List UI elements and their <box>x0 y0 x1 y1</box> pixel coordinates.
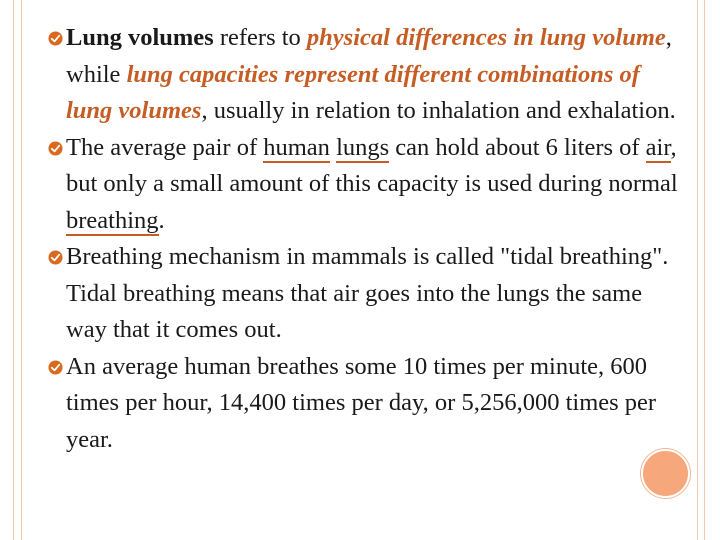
right-border-line-inner <box>697 0 698 540</box>
bullet-item-tidal-breathing <box>48 239 684 349</box>
bullet-text: An average human breathes some 10 times per minute, 600 times per hour, 14,400 times per day, or 5,256,000 times per year. <box>66 352 657 453</box>
bullet-text: can hold about 6 liters of <box>389 133 646 161</box>
bullet-item-average-lungs <box>48 130 684 240</box>
circle-check-icon <box>48 360 63 375</box>
bullet-text: The average pair of <box>66 133 264 161</box>
term-lung-volumes: Lung volumes <box>66 24 214 51</box>
bullet-text: . <box>158 206 165 234</box>
link-human[interactable]: human <box>263 133 330 161</box>
circle-check-icon <box>48 31 63 46</box>
bullet-item-breath-rate <box>48 349 684 459</box>
emphasis-lung-capacities: lung capacities represent different combinations of lung volumes <box>66 60 640 124</box>
bullet-item-lung-volumes <box>48 20 684 130</box>
link-air[interactable]: air <box>645 133 671 161</box>
left-border-line-inner <box>21 0 22 540</box>
bullet-text: refers to <box>213 24 307 51</box>
bullet-text: Breathing mechanism in mammals is called "tidal breathing". Tidal breathing means that air goes into the lungs the same way that it comes out. <box>66 243 669 343</box>
link-lungs[interactable]: lungs <box>336 133 390 161</box>
left-border-line-outer <box>13 0 14 540</box>
decorative-circle <box>641 449 690 498</box>
bullet-text: , but only a small amount of this capacity is used during normal <box>66 133 678 197</box>
bullet-list <box>48 20 684 458</box>
right-border-line-outer <box>704 0 705 540</box>
bullet-text: , while <box>66 24 672 88</box>
bullet-text: , usually in relation to inhalation and exhalation. <box>201 97 676 124</box>
circle-check-icon <box>48 250 63 265</box>
circle-check-icon <box>48 141 63 156</box>
emphasis-physical-differences: physical differences in lung volume <box>306 24 666 51</box>
link-breathing[interactable]: breathing <box>66 206 159 234</box>
